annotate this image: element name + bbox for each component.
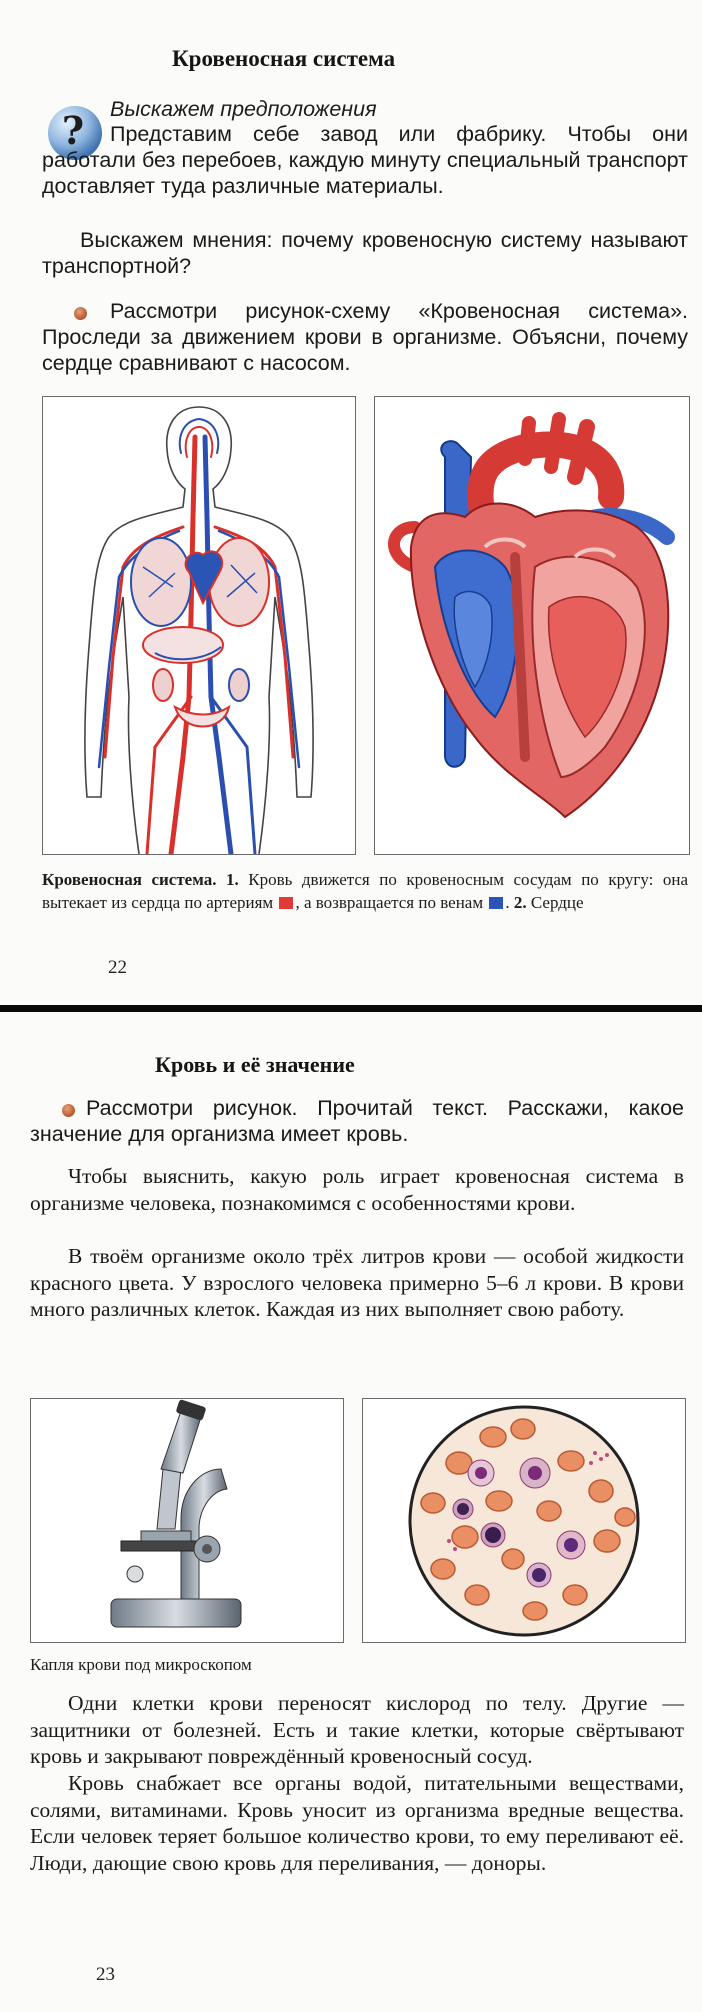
textbook-page-23	[0, 1012, 702, 2012]
caption-num-1: 1.	[225, 870, 239, 889]
task-paragraph: Рассмотри рисунок. Прочитай текст. Расскажи, какое значение для организма имеет кровь.	[30, 1096, 684, 1146]
cell-functions-paragraph: Одни клетки крови переносят кислород по телу. Другие — защитники от болезней. Есть и такие клетки, которые свёртывают кровь и закрывают повреждённый кровеносный сосуд.	[30, 1691, 684, 1768]
question-paragraph: Выскажем мнения: почему кровеносную систему называют транспортной?	[42, 228, 688, 278]
body-silhouette-illustration	[43, 397, 355, 854]
blood-role-paragraph: Кровь снабжает все органы водой, питательными веществами, солями, витаминами. Кровь уносит из организма вредные вещества. Если человек теряет большое количество крови, то ему переливают её. Люди, дающие свою кровь для переливания, — доноры.	[30, 1771, 684, 1875]
svg-text:?: ?	[61, 108, 85, 153]
page-title: Кровь и её значение	[155, 1052, 355, 1077]
hypothesis-heading: Выскажем предположения	[110, 97, 377, 121]
caption-num-2: 2.	[513, 893, 527, 912]
circulatory-system-figure	[42, 396, 356, 855]
page-number: 22	[108, 957, 127, 978]
microscope-illustration	[31, 1399, 343, 1642]
caption-text-2: Сердце	[530, 893, 584, 912]
page-title: Кровеносная система	[172, 46, 396, 71]
artery-color-swatch	[279, 897, 293, 909]
blood-volume-paragraph: В твоём организме около трёх литров крови — особой жидкости красного цвета. У взрослого человека примерно 5–6 л крови. В крови много различных клеток. Каждая из них выполняет свою работу.	[30, 1244, 684, 1321]
caption-text-1: Кровь движется по кровеносным сосудам по кругу: она вытекает из сердца по артериям	[42, 870, 689, 912]
intro-paragraph: Чтобы выяснить, какую роль играет кровеносная система в организме человека, познакомимся с особенностями крови.	[30, 1164, 684, 1215]
page-number: 23	[96, 1964, 115, 1985]
textbook-page-22	[0, 0, 702, 1005]
intro-paragraph: Представим себе завод или фабрику. Чтобы они работали без перебоев, каждую минуту специальный транспорт доставляет туда различные материалы.	[42, 122, 688, 198]
blood-drop-figure	[362, 1398, 686, 1643]
caption-text-mid: , а возвращается по венам	[295, 893, 484, 912]
microscope-figure	[30, 1398, 344, 1643]
task-paragraph: Рассмотри рисунок-схему «Кровеносная система». Проследи за движением крови в организме. Объясни, почему сердце сравнивают с насосом.	[42, 299, 688, 375]
figure-caption: Капля крови под микроскопом	[30, 1655, 252, 1674]
figure-caption: Кровеносная система. 1. Кровь движется по кровеносным сосудам по кругу: она вытекает из сердца по артериям , а возвращается по венам . 2. Сердце	[42, 870, 689, 912]
blood-cells-illustration	[363, 1399, 685, 1642]
caption-title: Кровеносная система.	[42, 870, 217, 889]
heart-figure	[374, 396, 690, 855]
heart-cross-section-illustration	[375, 397, 689, 854]
vein-color-swatch	[489, 897, 503, 909]
